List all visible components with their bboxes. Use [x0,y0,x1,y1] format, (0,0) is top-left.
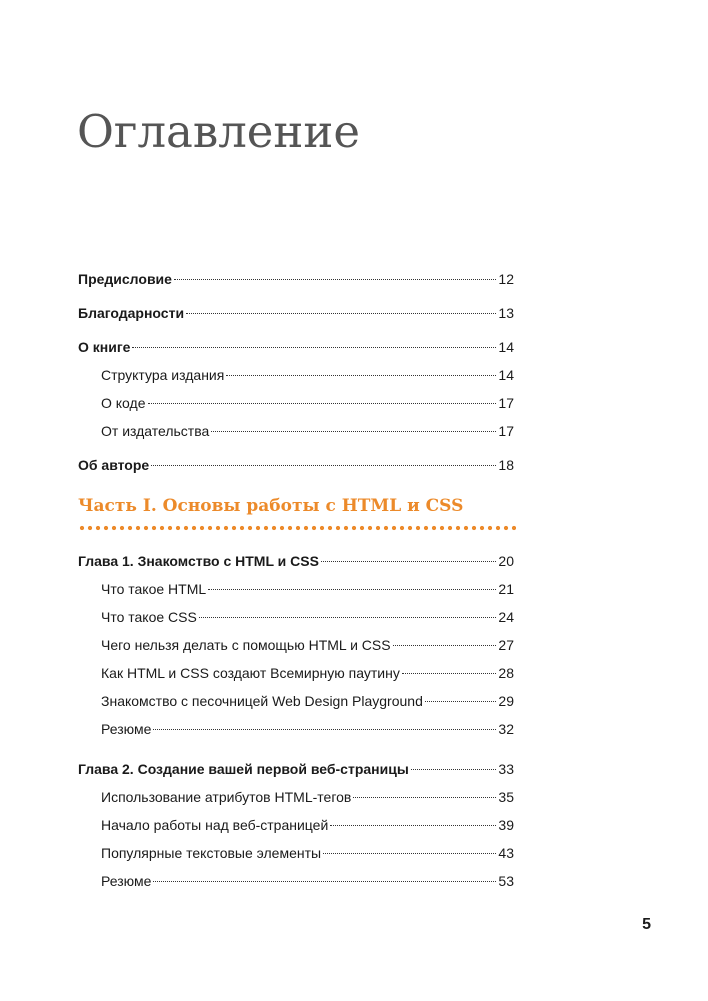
toc-entry-title: Благодарности [78,305,185,321]
dot-leader [321,561,496,562]
toc-entry-page: 39 [498,817,514,833]
toc-entry-title: Предисловие [78,271,172,287]
toc-section[interactable] [78,631,514,659]
toc-section[interactable] [78,687,514,715]
toc-entry-page: 14 [498,339,514,355]
toc-entry-page: 35 [498,789,514,805]
toc-section[interactable] [78,575,514,603]
dot-leader [151,465,496,466]
dot-leader [153,881,496,882]
toc-entry-title: О книге [78,339,131,355]
toc-entry-page: 53 [498,873,514,889]
toc-entry-page: 14 [498,367,514,383]
toc-entry-title: Об авторе [78,457,150,473]
toc-entry-page: 12 [498,271,514,287]
toc-entry-title: Использование атрибутов HTML-тегов [101,789,352,805]
toc-entry-page: 24 [498,609,514,625]
toc-entry-title: Резюме [101,721,152,737]
toc-entry-page: 28 [498,665,514,681]
part-heading: Часть I. Основы работы с HTML и CSS [78,496,464,516]
toc-entry-title: Начало работы над веб-страницей [101,817,329,833]
toc-entry-title: От издательства [101,423,210,439]
toc-entry-about-code[interactable] [78,389,514,417]
toc-entry-title: Структура издания [101,367,225,383]
toc-entry-page: 29 [498,693,514,709]
toc-entry-title: Резюме [101,873,152,889]
toc-entry-title: Что такое CSS [101,609,197,625]
toc-entry-title: Глава 2. Создание вашей первой веб-страницы [78,761,409,777]
toc-entry-title: Что такое HTML [101,581,207,597]
toc-entry-page: 13 [498,305,514,321]
toc-section[interactable] [78,659,514,687]
dot-leader [153,729,496,730]
dot-leader [226,375,496,376]
toc-section[interactable] [78,811,514,839]
toc-section[interactable] [78,839,514,867]
table-of-contents [78,265,514,895]
toc-entry-acknowledgements[interactable] [78,299,514,327]
toc-entry-preface[interactable] [78,265,514,293]
toc-section[interactable] [78,783,514,811]
toc-section[interactable] [78,603,514,631]
toc-entry-page: 17 [498,395,514,411]
toc-entry-title: Чего нельзя делать с помощью HTML и CSS [101,637,391,653]
toc-entry-title: Популярные текстовые элементы [101,845,322,861]
dot-leader [174,279,496,280]
dot-leader [211,431,496,432]
dot-leader [132,347,496,348]
dot-leader [402,673,497,674]
dot-leader [208,589,496,590]
toc-chapter-1[interactable] [78,547,514,575]
toc-entry-from-publisher[interactable] [78,417,514,445]
toc-entry-page: 18 [498,457,514,473]
dot-leader [425,701,497,702]
toc-entry-about-author[interactable] [78,451,514,479]
page-number: 5 [642,916,651,933]
toc-entry-page: 32 [498,721,514,737]
toc-entry-book-structure[interactable] [78,361,514,389]
dotted-divider [78,525,516,531]
toc-section[interactable] [78,715,514,743]
dot-leader [393,645,497,646]
dot-leader [330,825,496,826]
dot-leader [199,617,497,618]
toc-entry-page: 27 [498,637,514,653]
toc-entry-about-book[interactable] [78,333,514,361]
toc-section[interactable] [78,867,514,895]
toc-entry-page: 43 [498,845,514,861]
toc-entry-page: 20 [498,553,514,569]
dot-leader [148,403,497,404]
toc-entry-page: 17 [498,423,514,439]
page-title: Оглавление [77,105,361,158]
dot-leader [411,769,497,770]
toc-chapter-2[interactable] [78,755,514,783]
dot-leader [323,853,496,854]
dot-leader [353,797,496,798]
toc-entry-page: 33 [498,761,514,777]
toc-entry-title: Знакомство с песочницей Web Design Playground [101,693,423,709]
dot-leader [186,313,496,314]
toc-entry-page: 21 [498,581,514,597]
toc-entry-title: Глава 1. Знакомство с HTML и CSS [78,553,319,569]
toc-entry-title: О коде [101,395,146,411]
toc-entry-title: Как HTML и CSS создают Всемирную паутину [101,665,400,681]
